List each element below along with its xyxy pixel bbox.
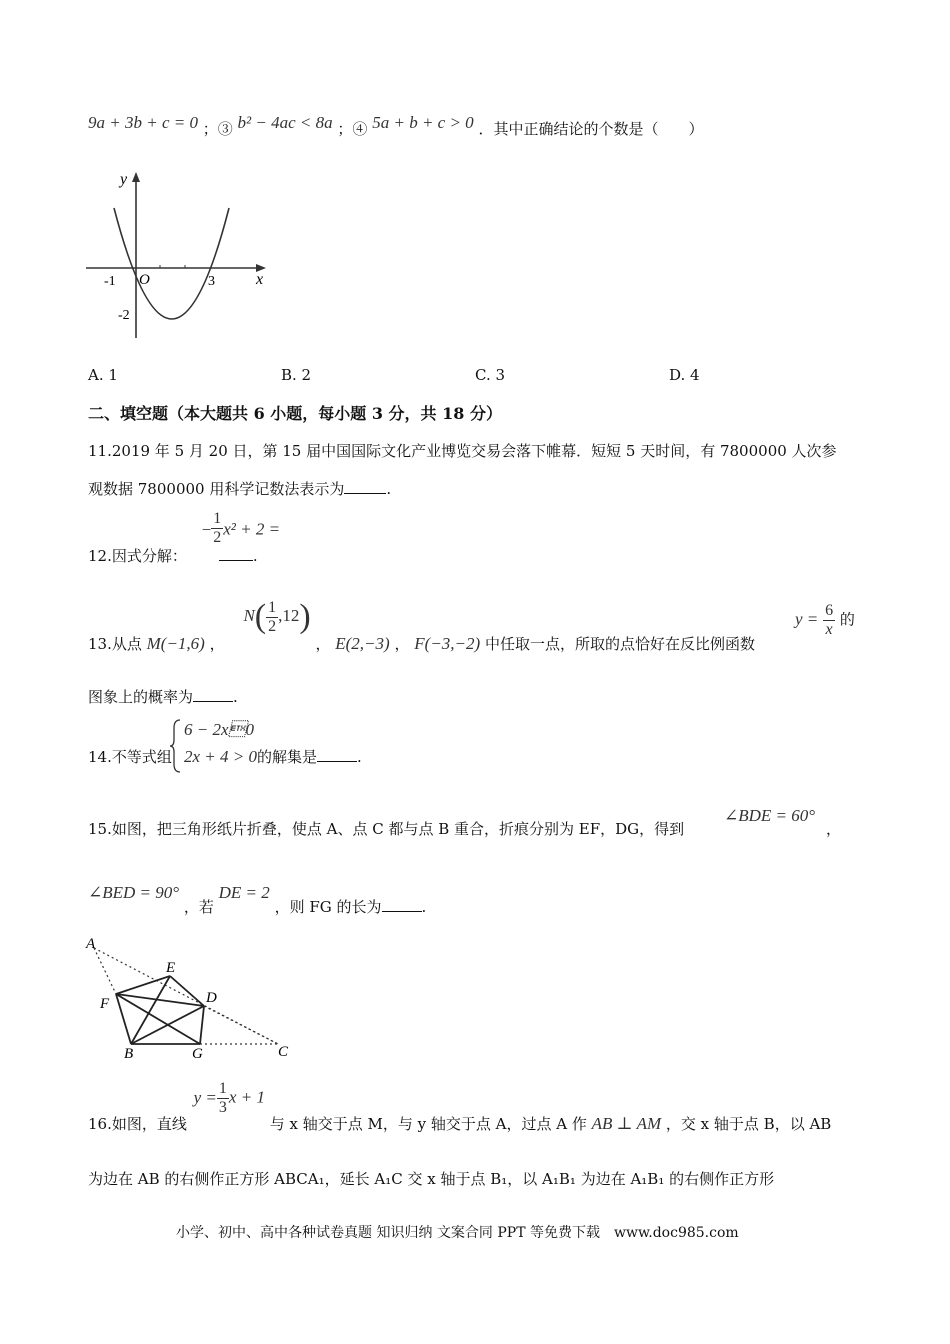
- point-f: F(−3,−2): [414, 634, 481, 653]
- q12-denominator: 2: [213, 529, 222, 546]
- q11-line1: 11.2019 年 5 月 20 日，第 15 届中国国际文化产业博览交易会落下帷幕．短短 5 天时间，有 7800000 人次参: [88, 442, 837, 460]
- q12-label: 12.因式分解：: [88, 546, 187, 565]
- tick-label-neg1: -1: [104, 274, 116, 289]
- q12-fraction: [211, 510, 223, 547]
- function-numerator: 6: [825, 602, 834, 619]
- folding-figure: [84, 934, 294, 1060]
- q14-brace: [170, 718, 182, 774]
- parabola-curve: [114, 208, 229, 319]
- q14-end: .: [357, 748, 362, 766]
- q14-post: 的解集是: [257, 748, 318, 766]
- option-d: D. 4: [669, 366, 700, 384]
- label-f: F: [100, 996, 110, 1012]
- option-a: A. 1: [88, 366, 118, 384]
- q12-expression: x² + 2 =: [223, 519, 281, 539]
- fold-dotted-lines: [94, 948, 278, 1044]
- q13-comma-1: ，: [209, 635, 225, 653]
- q11-end: .: [386, 480, 392, 498]
- label-a: A: [86, 936, 96, 952]
- x-axis-label: x: [256, 271, 264, 288]
- q13-pre: 13.从点: [88, 635, 142, 653]
- q13-line1: [88, 598, 755, 654]
- q12-line: [88, 510, 324, 565]
- point-m: M(−1,6): [146, 634, 205, 653]
- section-2-title: 二、填空题（本大题共 6 小题，每小题 3 分，共 18 分）: [88, 404, 502, 423]
- q14-inequality-2: 2x + 4 > 0: [184, 747, 257, 766]
- q13-answer-blank[interactable]: [193, 687, 233, 702]
- q12-numerator: 1: [213, 510, 222, 527]
- q16-line1: [88, 1080, 832, 1133]
- point-n-open-paren: (: [254, 598, 267, 635]
- q16-rest: x + 1: [228, 1087, 265, 1107]
- q13-line2: [88, 686, 238, 707]
- y-axis-arrow: [132, 172, 140, 182]
- q16-pre: 16.如图，直线: [88, 1114, 187, 1133]
- tick-label-neg2: -2: [118, 308, 130, 323]
- point-n-denominator: 2: [268, 617, 277, 635]
- option-b: B. 2: [281, 366, 312, 384]
- footer-text: 小学、初中、高中各种试卷真题 知识归纳 文案合同 PPT 等免费下载 www.doc985.com: [176, 1225, 739, 1241]
- q14-label: 14.不等式组: [88, 748, 172, 766]
- label-c: C: [278, 1044, 289, 1060]
- q13-mid: 中任取一点，所取的点恰好在反比例函数: [484, 635, 755, 653]
- q13-comma-2: ，: [315, 635, 331, 653]
- quadrilateral-edges: [116, 976, 204, 1044]
- origin-label: O: [139, 272, 150, 288]
- q14-answer-blank[interactable]: [317, 747, 357, 762]
- option-c: C. 3: [475, 366, 506, 384]
- separator-3: ；③: [202, 120, 233, 138]
- q16-mid: 与 x 轴交于点 M，与 y 轴交于点 A，过点 A 作: [269, 1114, 587, 1133]
- function-denominator: x: [825, 621, 833, 638]
- q16-numerator: 1: [218, 1080, 227, 1097]
- q11-line2: [88, 478, 391, 499]
- q10-conditions: [88, 113, 704, 148]
- q15-line2: [88, 883, 427, 916]
- function-y-eq: y =: [795, 609, 819, 629]
- separator-4: ；④: [337, 120, 368, 138]
- q13-line2-end: .: [233, 688, 238, 706]
- q12-answer-blank[interactable]: [219, 546, 253, 561]
- q13-comma-3: ，: [394, 635, 410, 653]
- label-e: E: [166, 960, 176, 976]
- q13-line2-text: 图象上的概率为: [88, 688, 194, 706]
- q11-answer-blank[interactable]: [344, 479, 386, 494]
- tick-label-3: 3: [208, 274, 215, 289]
- parabola-graph: [84, 168, 274, 346]
- y-axis-label: y: [120, 171, 128, 188]
- point-n-fraction: [266, 599, 278, 636]
- q16-post: ，交 x 轴于点 B，以 AB: [665, 1114, 832, 1133]
- q11-text: 观数据 7800000 用科学记数法表示为: [88, 480, 345, 498]
- label-b: B: [124, 1046, 134, 1060]
- q15-line1: 15.如图，把三角形纸片折叠，使点 A、点 C 都与点 B 重合，折痕分别为 EF，DG，得到: [88, 820, 685, 838]
- point-n-numerator: 1: [268, 598, 277, 616]
- q15-answer-blank[interactable]: [382, 897, 422, 912]
- q16-y-eq: y =: [193, 1087, 217, 1107]
- label-g: G: [192, 1046, 203, 1060]
- q16-perp: AB ⊥ AM: [591, 1113, 662, 1133]
- q15-post: ，则 FG 的长为: [274, 898, 382, 916]
- q16-fraction: [217, 1080, 229, 1117]
- point-n-close-paren: ): [299, 598, 311, 635]
- q14-inequality-1: 6 − 2x0: [184, 720, 255, 739]
- condition-3: b² − 4ac < 8a: [237, 113, 333, 132]
- q16-denominator: 3: [218, 1099, 227, 1116]
- q15-end: .: [421, 898, 427, 916]
- point-n-name: N: [243, 606, 255, 625]
- q15-angle-bde: ∠BDE = 60°: [724, 806, 816, 825]
- point-e: E(2,−3): [335, 634, 390, 653]
- q13-end: 的: [839, 610, 855, 629]
- q14-inequality-2-line: [184, 746, 362, 767]
- q15-de: DE = 2: [218, 883, 270, 902]
- q12-minus: −: [201, 519, 212, 539]
- q15-comma: ，: [826, 820, 842, 838]
- q15-mid: ，若: [183, 898, 214, 916]
- condition-4: 5a + b + c > 0: [372, 113, 474, 132]
- point-n-rest: ,12: [278, 606, 300, 625]
- label-d: D: [206, 990, 217, 1006]
- function-fraction: [823, 602, 835, 639]
- q15-angle-bed: ∠BED = 90°: [88, 883, 180, 902]
- q12-end: .: [252, 546, 258, 565]
- q13-function: [795, 602, 855, 639]
- q16-line2: 为边在 AB 的右侧作正方形 ABCA₁，延长 A₁C 交 x 轴于点 B₁，以 A₁B₁ 为边在 A₁B₁ 的右侧作正方形: [88, 1170, 775, 1188]
- question-prompt: ．其中正确结论的个数是（ ）: [478, 120, 704, 138]
- condition-2: 9a + 3b + c = 0: [88, 113, 198, 132]
